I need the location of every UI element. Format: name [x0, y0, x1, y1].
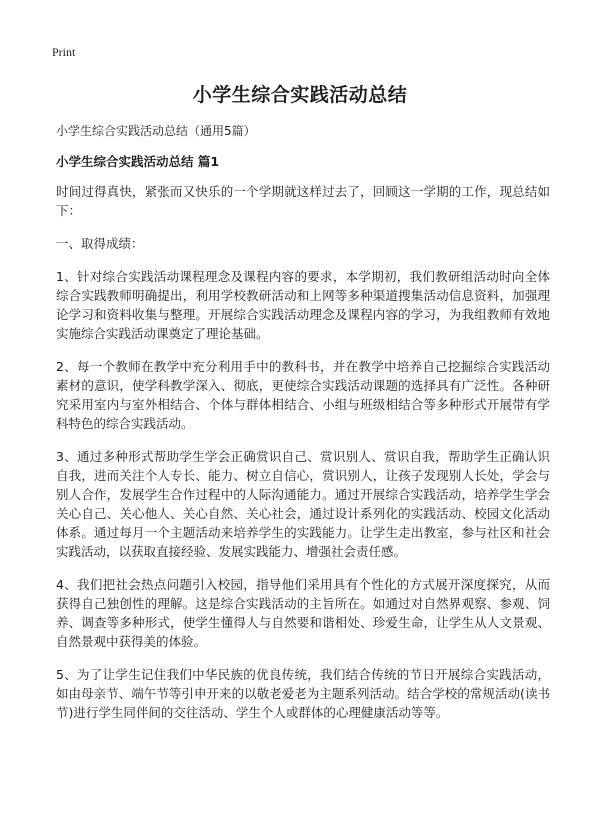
- paragraph-item-3: 3、通过多种形式帮助学生学会正确赏识自己、赏识别人、赏识自我，帮助学生正确认识自我，进而关注个人专长、能力、树立自信心，赏识别人，让孩子发现别人长处，学会与别人合作，发展学生合作过程中的人际沟通能力。通过开展综合实践活动，培养学生学会关心自己、关心他人、关心自然、关心社会，通过设计系列化的实践活动、校园文化活动体系。通过每月一个主题活动来培养学生的实践能力。让学生走出教室，参与社区和社会实践活动，以获取直接经验、发展实践能力、增强社会责任感。: [56, 449, 550, 559]
- paragraph-item-1: 1、针对综合实践活动课程理念及课程内容的要求，本学期初，我们教研组活动时向全体综合实践教师明确提出，利用学校教研活动和上网等多种渠道搜集活动信息资料，加强理论学习和资料收集与整理。开展综合实践活动理念及课程内容的学习，为我组教师有效地实施综合实践活动课奠定了理论基础。: [56, 269, 550, 341]
- section-heading: 小学生综合实践活动总结 篇1: [56, 154, 220, 169]
- document-subtitle: 小学生综合实践活动总结（通用5篇）: [56, 124, 256, 138]
- article-body: [56, 182, 550, 736]
- print-link[interactable]: Print: [52, 45, 76, 59]
- paragraph-intro: 时间过得真快，紧张而又快乐的一个学期就这样过去了，回顾这一学期的工作，现总结如下：: [56, 184, 550, 218]
- paragraph-item-5: 5、为了让学生记住我们中华民族的优良传统，我们结合传统的节日开展综合实践活动，如由母亲节、端午节等引申开来的以敬老爱老为主题系列活动。结合学校的常规活动(读书节)进行学生同伴间的交往活动、学生个人或群体的心理健康活动等等。: [56, 667, 550, 720]
- paragraph-item-2: 2、每一个教师在教学中充分利用手中的教科书，并在教学中培养自己挖掘综合实践活动素材的意识，使学科教学深入、彻底，更使综合实践活动课题的选择具有广泛性。各种研究采用室内与室外相结合、个体与群体相结合、小组与班级相结合等多种形式开展带有学科特色的综合实践活动。: [56, 359, 550, 431]
- paragraph-item-4: 4、我们把社会热点问题引入校园，指导他们采用具有个性化的方式展开深度探究，从而获得自己独创性的理解。这是综合实践活动的主旨所在。如通过对自然界观察、参观、饲养、调查等多种形式，使学生懂得人与自然要和谐相处、珍爱生命，让学生从人文景观、自然景观中获得美的体验。: [56, 577, 550, 649]
- page-title: 小学生综合实践活动总结: [192, 84, 408, 106]
- paragraph-achievements-heading: 一、取得成绩：: [56, 236, 144, 251]
